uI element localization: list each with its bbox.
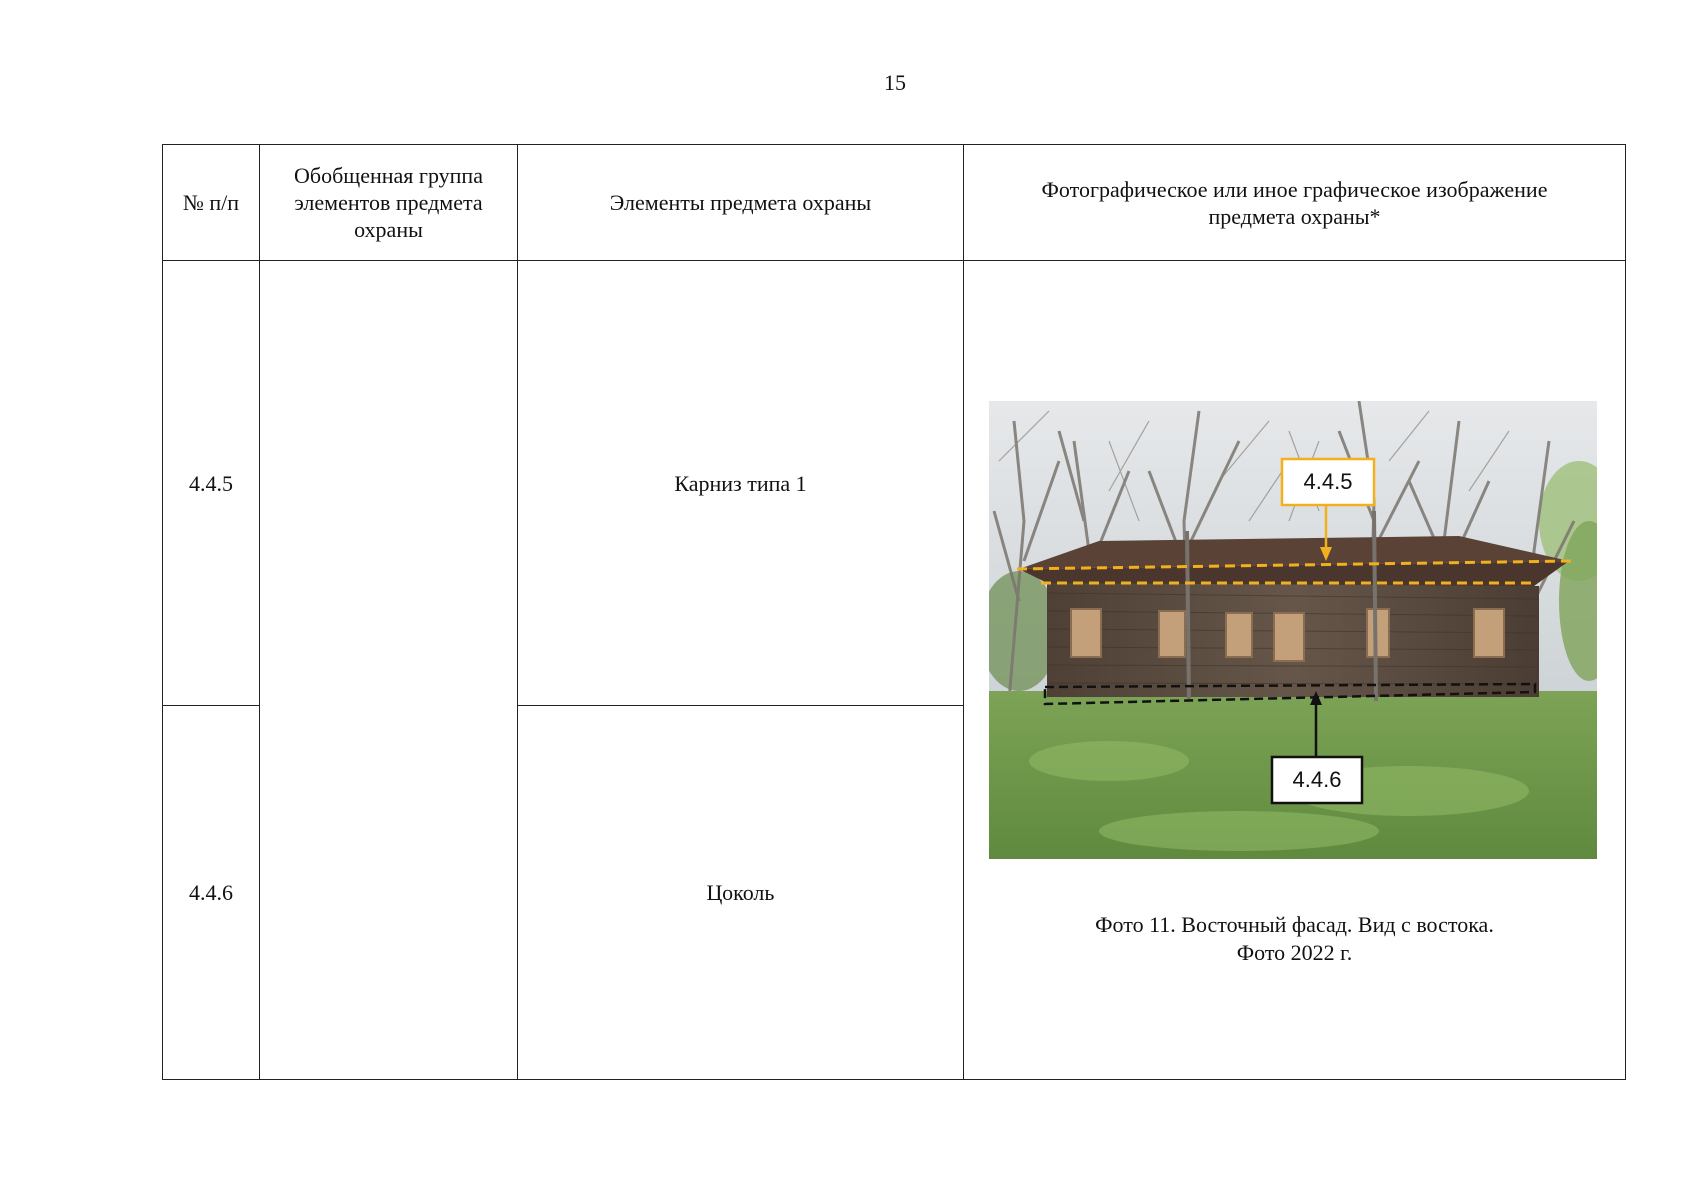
photo-caption: [964, 911, 1625, 967]
protection-elements-table: [162, 144, 1626, 1080]
table-header-row: [163, 145, 1626, 261]
row-element: Цоколь: [518, 706, 964, 1080]
caption-line-2: Фото 2022 г.: [1236, 940, 1353, 965]
photo-cell: [964, 261, 1626, 1080]
header-group: Обобщенная группа элементов предмета охраны: [260, 145, 518, 261]
row-num: 4.4.6: [163, 706, 260, 1080]
header-elements: Элементы предмета охраны: [518, 145, 964, 261]
header-num: № п/п: [163, 145, 260, 261]
callout-plinth: 4.4.6: [1292, 767, 1342, 792]
row-element: Карниз типа 1: [518, 261, 964, 706]
table-row: [163, 261, 1626, 706]
callout-eave: 4.4.5: [1303, 469, 1353, 494]
header-photo: Фотографическое или иное графическое изображение предмета охраны*: [964, 145, 1626, 261]
facade-photo: [989, 401, 1597, 859]
row-num: 4.4.5: [163, 261, 260, 706]
page-number: 15: [884, 70, 906, 95]
group-cell: [260, 261, 518, 1080]
caption-line-1: Фото 11. Восточный фасад. Вид с востока.: [1095, 912, 1494, 937]
